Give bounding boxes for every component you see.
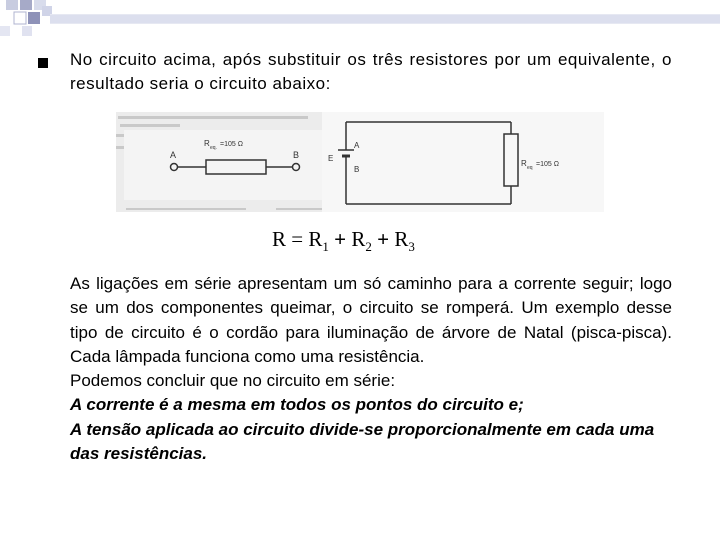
terminal-a-label: A	[170, 150, 177, 160]
resistor-eq-value: =105 Ω	[536, 161, 559, 168]
circuit-figure	[116, 112, 604, 212]
formula-sub-2: 2	[365, 239, 372, 255]
source-e-label: E	[328, 154, 334, 163]
formula-r2: R	[351, 227, 366, 251]
conclusion-voltage: A tensão aplicada ao circuito divide-se proporcionalmente em cada uma das resistências.	[70, 419, 655, 464]
series-resistance-formula	[272, 227, 415, 255]
equivalent-resistor-diagram	[124, 130, 322, 200]
node-b-label: B	[354, 165, 360, 174]
formula-lhs: R	[272, 227, 287, 251]
resistor-value: =105 Ω	[220, 141, 243, 148]
formula-equals: =	[291, 227, 304, 251]
decorative-squares	[0, 0, 720, 40]
formula-r3: R	[394, 227, 409, 251]
body-text	[70, 272, 672, 466]
node-a-label: A	[354, 141, 360, 150]
terminal-b-label: B	[293, 150, 300, 160]
formula-sub-1: 1	[322, 239, 329, 255]
series-circuit-diagram	[322, 112, 604, 212]
bullet-square	[38, 58, 48, 68]
intro-paragraph: No circuito acima, após substituir os três resistores por um equivalente, o resultado seria o circuito abaixo:	[70, 50, 672, 93]
formula-plus-1: +	[334, 227, 347, 251]
formula-sub-3: 3	[408, 239, 415, 255]
resistor-label: R	[204, 139, 210, 148]
resistor-eq-sub: eq	[527, 165, 533, 171]
resistor-eq-label: R	[521, 159, 527, 168]
resistor-sub: eq.	[210, 145, 217, 151]
formula-plus-2: +	[377, 227, 390, 251]
conclusion-intro: Podemos concluir que no circuito em série:	[70, 371, 396, 391]
conclusion-current: A corrente é a mesma em todos os pontos do circuito e;	[70, 395, 524, 415]
series-paragraph: As ligações em série apresentam um só caminho para a corrente seguir; logo se um dos componentes queimar, o circuito se romperá. Um exemplo desse tipo de circuito é o cordão para iluminação de árvore de Natal (pisca-pisca). Cada lâmpada funciona como uma resistência.	[70, 274, 672, 366]
formula-r1: R	[308, 227, 323, 251]
